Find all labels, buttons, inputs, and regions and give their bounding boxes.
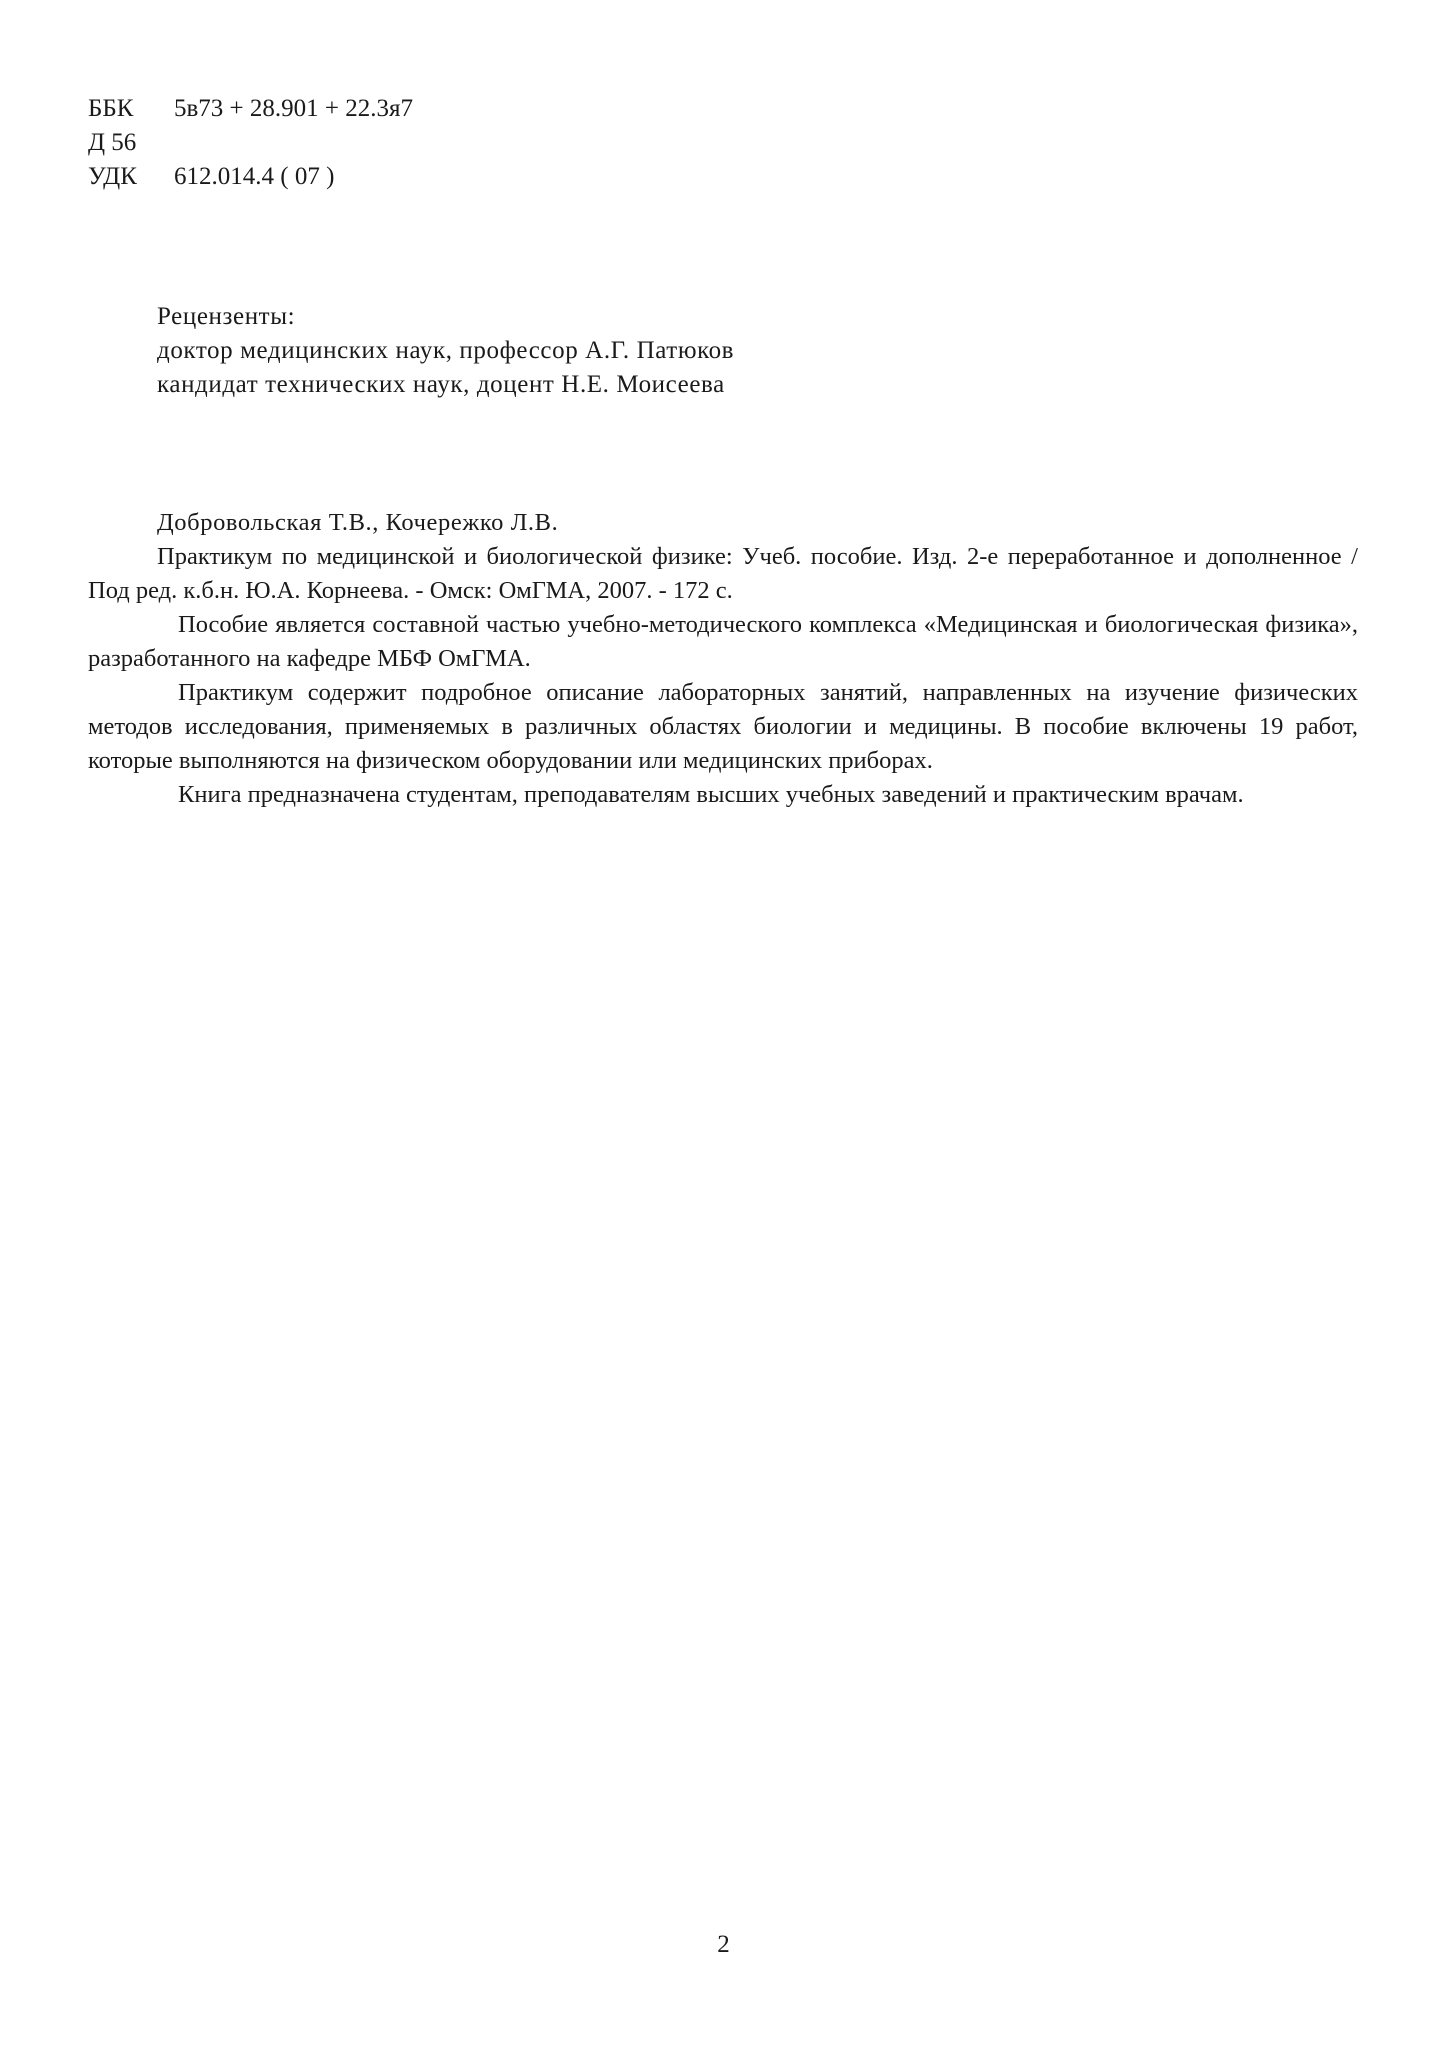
classification-block xyxy=(88,92,413,194)
abstract-paragraph: Практикум содержит подробное описание лабораторных занятий, направленных на изучение физических методов исследования, применяемых в различных областях биологии и медицины. В пособие включены 19 работ, которые выполняются на физическом оборудовании или медицинских приборах. xyxy=(88,679,1358,774)
bbk-value: 5в73 + 28.901 + 22.3я7 xyxy=(174,95,414,122)
reviewer-item: доктор медицинских наук, профессор А.Г. Патюков xyxy=(157,337,735,364)
book-description: Практикум по медицинской и биологической физике: Учеб. пособие. Изд. 2-е переработанное и дополненное / Под ред. к.б.н. Ю.А. Корнеева. - Омск: ОмГМА, 2007. - 172 с. xyxy=(88,543,1358,604)
bbk-label: ББК xyxy=(88,95,134,122)
authors-line: Добровольская Т.В., Кочережко Л.В. xyxy=(157,509,559,536)
reviewers-heading: Рецензенты: xyxy=(157,303,296,330)
bibliographic-description xyxy=(88,506,1358,812)
abstract-paragraph: Книга предназначена студентам, преподавателям высших учебных заведений и практическим врачам. xyxy=(178,781,1244,808)
reviewers-block xyxy=(157,300,734,402)
author-mark: Д 56 xyxy=(88,129,137,156)
abstract-paragraph: Пособие является составной частью учебно-методического комплекса «Медицинская и биологическая физика», разработанного на кафедре МБФ ОмГМА. xyxy=(88,611,1358,672)
udk-row xyxy=(88,160,413,194)
udk-label: УДК xyxy=(88,163,137,190)
udk-value: 612.014.4 ( 07 ) xyxy=(174,163,335,190)
page-number: 2 xyxy=(717,1931,730,1958)
bbk-row xyxy=(88,92,413,126)
reviewer-item: кандидат технических наук, доцент Н.Е. Моисеева xyxy=(157,371,725,398)
